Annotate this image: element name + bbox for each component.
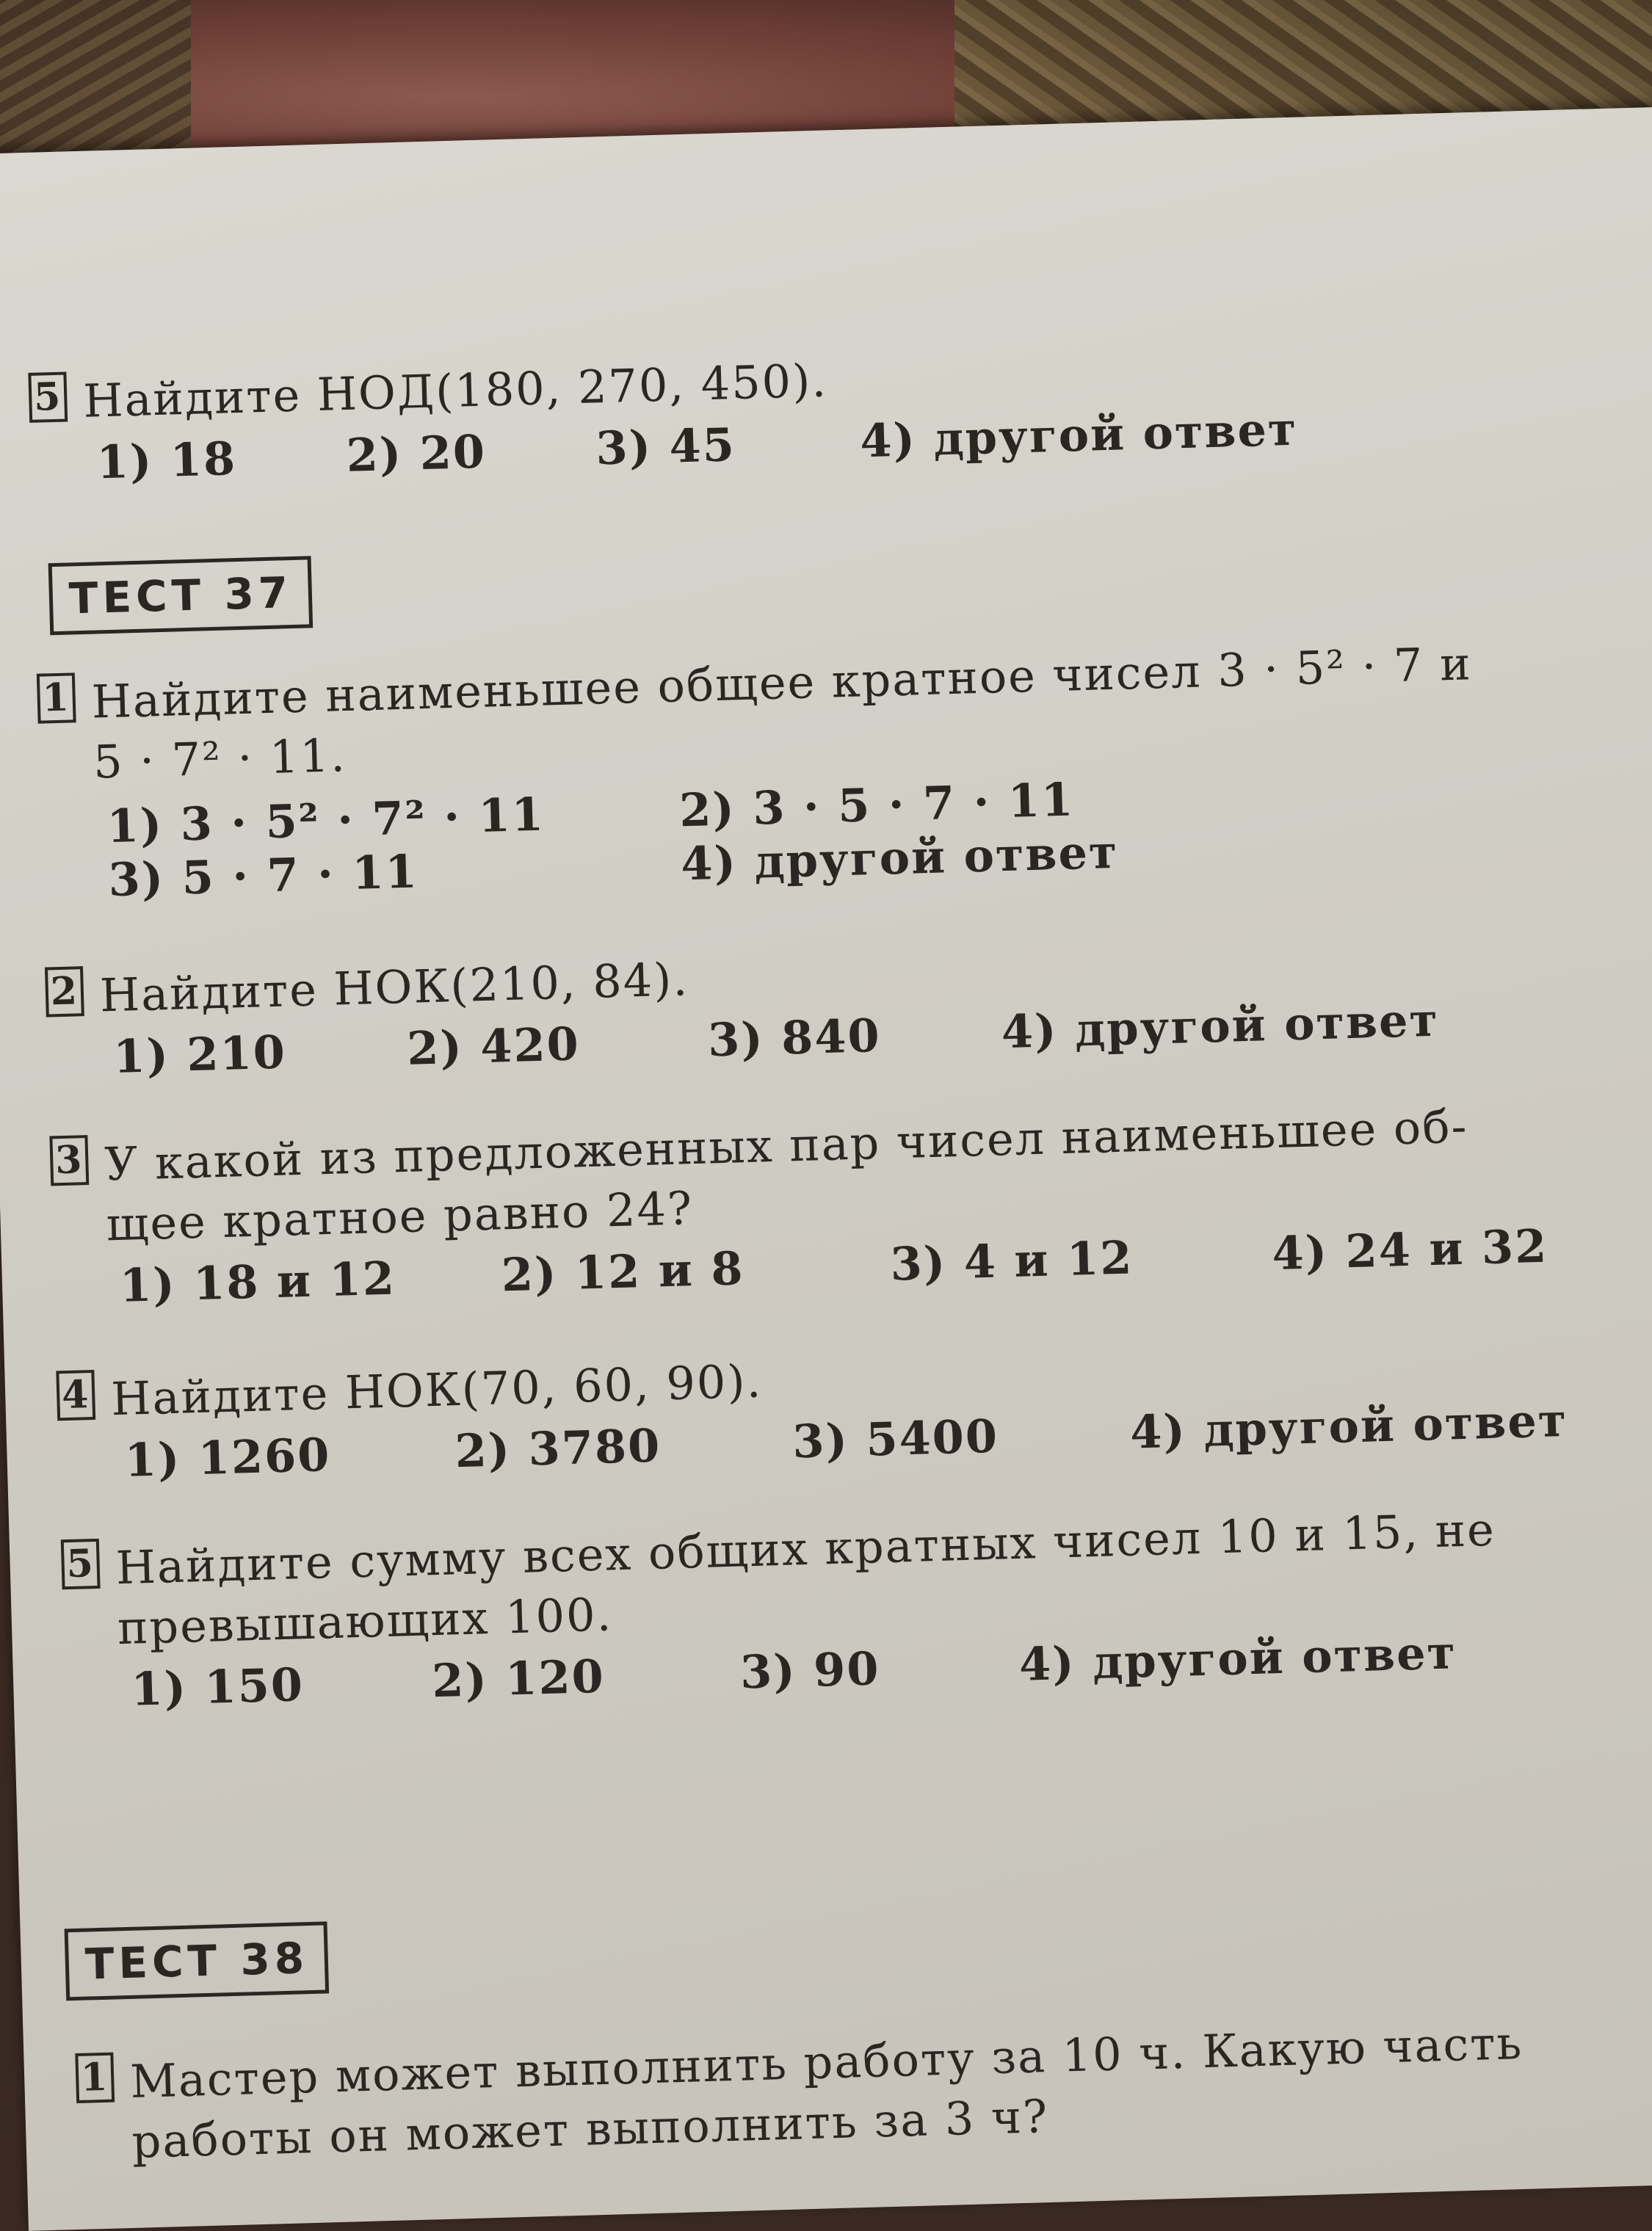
question-number: 4: [56, 1370, 95, 1421]
option-4[interactable]: 4) другой ответ: [1000, 993, 1440, 1059]
prev-question-5: [28, 338, 1298, 491]
question-number: 5: [28, 371, 68, 422]
test37-question-5: [61, 1500, 1500, 1718]
question-number: 2: [45, 966, 84, 1017]
option-2[interactable]: 2) 20: [345, 424, 487, 482]
option-4[interactable]: 4) другой ответ: [1129, 1393, 1569, 1459]
test-37-title: ТЕСТ 37: [48, 556, 314, 635]
question-text-line1: Найдите наименьшее общее кратное чисел 3 · 5² · 7 и: [90, 636, 1473, 729]
page-content: [0, 108, 1652, 2230]
option-3[interactable]: 3) 45: [595, 418, 736, 476]
option-3[interactable]: 3) 4 и 12: [889, 1230, 1134, 1291]
option-2[interactable]: 2) 3780: [454, 1418, 662, 1479]
test37-question-2: [45, 929, 1440, 1086]
question-number: 3: [49, 1135, 89, 1186]
option-4[interactable]: 4) другой ответ: [859, 402, 1299, 468]
question-text-line2: 5 · 7² · 11.: [93, 728, 347, 789]
option-1[interactable]: 1) 18: [95, 432, 238, 490]
option-4[interactable]: 4) другой ответ: [680, 824, 1120, 891]
question-number: 1: [37, 672, 76, 723]
option-3[interactable]: 3) 840: [707, 1008, 882, 1067]
test37-question-4: [56, 1329, 1568, 1489]
option-2[interactable]: 2) 420: [406, 1017, 581, 1075]
question-text: Найдите НОК(70, 60, 90).: [110, 1354, 764, 1426]
option-3[interactable]: 3) 90: [739, 1641, 881, 1699]
question-text-line1: Найдите сумму всех общих кратных чисел 10 и 15, не: [115, 1502, 1496, 1595]
question-text-line2: работы он может выполнить за 3 ч?: [131, 2089, 1050, 2169]
option-4[interactable]: 4) другой ответ: [1018, 1625, 1457, 1691]
option-1[interactable]: 1) 1260: [123, 1428, 332, 1487]
question-number: 1: [75, 2053, 115, 2103]
option-1[interactable]: 1) 18 и 12: [119, 1251, 396, 1313]
option-1[interactable]: 1) 3 · 5² · 7² · 11: [106, 787, 546, 854]
question-number: 5: [61, 1539, 101, 1589]
test37-question-3: [49, 1095, 1548, 1315]
option-1[interactable]: 1) 210: [112, 1025, 287, 1084]
option-2[interactable]: 2) 120: [431, 1649, 606, 1708]
test-38-title: ТЕСТ 38: [65, 1921, 330, 2000]
option-2[interactable]: 2) 3 · 5 · 7 · 11: [678, 772, 1076, 838]
option-1[interactable]: 1) 150: [130, 1658, 305, 1716]
textbook-page: [0, 106, 1652, 2231]
question-text-line1: У какой из предложенных пар чисел наименьшее об-: [104, 1099, 1469, 1191]
question-text: Найдите НОД(180, 270, 450).: [82, 353, 828, 428]
question-text: Найдите НОК(210, 84).: [99, 952, 689, 1023]
option-3[interactable]: 3) 5 · 7 · 11: [107, 844, 419, 907]
option-2[interactable]: 2) 12 и 8: [500, 1241, 745, 1302]
question-text-line2: щее кратное равно 24?: [105, 1181, 695, 1252]
test37-question-1: [37, 634, 1478, 908]
test38-question-1: [75, 2013, 1525, 2174]
question-text-line2: превышающих 100.: [117, 1587, 614, 1655]
option-4[interactable]: 4) 24 и 32: [1271, 1219, 1549, 1281]
option-3[interactable]: 3) 5400: [791, 1409, 999, 1469]
question-text-line1: Мастер может выполнить работу за 10 ч. Какую часть: [129, 2015, 1524, 2108]
